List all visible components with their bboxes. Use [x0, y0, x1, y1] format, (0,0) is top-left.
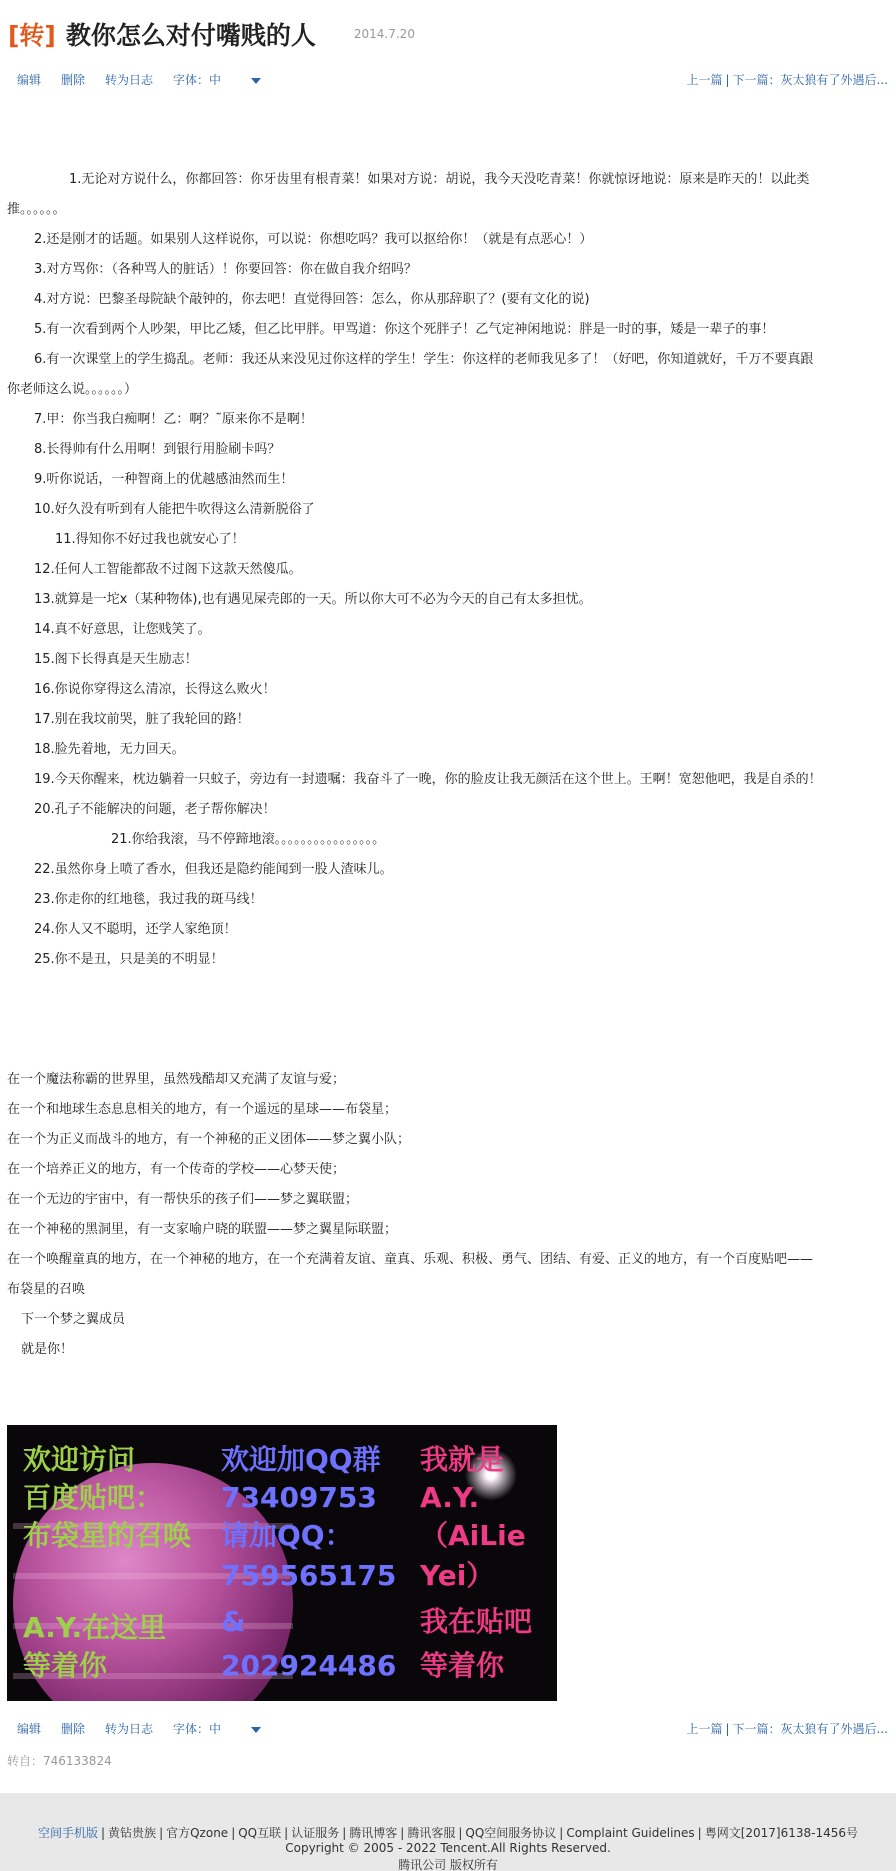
font-size-label: 字体：中	[173, 1722, 222, 1736]
font-size-label: 字体：中	[173, 73, 222, 87]
body-line: 2.还是刚才的话题。如果别人这样说你，可以说：你想吃吗？我可以抠给你！（就是有点恶心！）	[34, 232, 593, 247]
footer-link-qzone[interactable]: 官方Qzone	[166, 1826, 229, 1840]
edit-button[interactable]: 编辑	[17, 1722, 42, 1736]
body-line: 在一个和地球生态息息相关的地方，有一个遥远的星球——布袋星；	[7, 1102, 398, 1117]
banner-text: 布袋星的召唤	[23, 1519, 192, 1552]
footer-link-connect[interactable]: QQ互联	[238, 1826, 282, 1840]
footer-link-service[interactable]: 腾讯客服	[407, 1826, 456, 1840]
footer-link-blog[interactable]: 腾讯博客	[349, 1826, 398, 1840]
body-line: 在一个魔法称霸的世界里，虽然残酷却又充满了友谊与爱；	[7, 1072, 346, 1087]
body-line: 你老师这么说。。。。。。）	[7, 382, 138, 397]
body-line: 15.阁下长得真是天生励志！	[34, 652, 198, 667]
body-line: 在一个培养正义的地方，有一个传奇的学校——心梦天使；	[7, 1162, 346, 1177]
body-line: 24.你人又不聪明，还学人家绝顶！	[34, 922, 237, 937]
body-line: 12.任何人工智能都敌不过阁下这款天然傻瓜。	[34, 562, 302, 577]
body-line: 下一个梦之翼成员	[21, 1312, 126, 1327]
banner-text: 73409753	[221, 1481, 377, 1514]
body-line: 13.就算是一坨x（某种物体),也有遇见屎壳郎的一天。所以你大可不必为今天的自己有太多担忧。	[34, 592, 592, 607]
delete-button[interactable]: 删除	[61, 1722, 86, 1736]
body-line: 4.对方说：巴黎圣母院缺个敲钟的，你去吧！直觉得回答：怎么，你从那辞职了？(要有文化的说)	[34, 292, 590, 307]
body-line: 7.甲：你当我白痴啊！乙：啊？˜原来你不是啊！	[34, 412, 313, 427]
repost-tag: [转]	[8, 21, 56, 50]
banner-text: A.Y.在这里	[23, 1611, 167, 1644]
next-post-link[interactable]	[733, 1722, 888, 1736]
to-diary-button[interactable]: 转为日志	[105, 1722, 154, 1736]
promo-banner-image	[7, 1425, 557, 1701]
footer-links: 空间手机版 | 黄钻贵族 | 官方Qzone | QQ互联 | 认证服务 | 腾讯博客 | 腾讯客服 | QQ空间服务协议 | Complaint Guidelines | 粤网文[2017]6138-1456号	[37, 1826, 859, 1840]
post-title: 教你怎么对付嘴贱的人	[65, 21, 316, 50]
next-post-prefix: 下一篇：	[732, 73, 781, 87]
body-line: 17.别在我坟前哭，脏了我轮回的路！	[34, 712, 250, 727]
site-footer	[0, 1793, 896, 1871]
body-line: 6.有一次课堂上的学生捣乱。老师：我还从来没见过你这样的学生！学生：你这样的老师我见多了！（好吧，你知道就好，千万不要真跟	[34, 352, 814, 367]
body-line: 21.你给我滚，马不停蹄地滚。。。。。。。。。。。。。。。。	[111, 832, 386, 847]
body-line: 在一个为正义而战斗的地方，有一个神秘的正义团体——梦之翼小队；	[7, 1132, 411, 1147]
edit-button[interactable]: 编辑	[17, 73, 42, 87]
body-line: 8.长得帅有什么用啊！到银行用脸刷卡吗？	[34, 442, 281, 457]
body-line: 10.好久没有听到有人能把牛吹得这么清新脱俗了	[34, 502, 315, 517]
body-line: 推。。。。。。	[7, 202, 66, 217]
footer-owner: 腾讯公司 版权所有	[398, 1858, 498, 1871]
banner-text: A.Y.	[420, 1481, 480, 1514]
footer-link-mobile[interactable]: 空间手机版	[37, 1826, 98, 1840]
banner-text: 欢迎访问	[23, 1443, 136, 1476]
next-post-title: 灰太狼有了外遇后...	[780, 1722, 888, 1736]
body-line: 3.对方骂你：（各种骂人的脏话）！你要回答：你在做自我介绍吗？	[34, 262, 417, 277]
body-line: 14.真不好意思，让您贱笑了。	[34, 622, 211, 637]
post-header	[8, 14, 415, 54]
body-line: 19.今天你醒来，枕边躺着一只蚊子，旁边有一封遗嘱：我奋斗了一晚，你的脸皮让我无颜活在这个世上。王啊！宽恕他吧，我是自杀的！	[34, 772, 822, 787]
body-line: 5.有一次看到两个人吵架，甲比乙矮，但乙比甲胖。甲骂道：你这个死胖子！乙气定神闲地说：胖是一时的事，矮是一辈子的事！	[34, 322, 775, 337]
body-line: 25.你不是丑，只是美的不明显！	[34, 952, 224, 967]
body-line: 9.听你说话，一种智商上的优越感油然而生！	[34, 472, 294, 487]
banner-text: 欢迎加QQ群	[221, 1443, 381, 1476]
banner-text: 等着你	[23, 1649, 108, 1682]
banner-text: 我在贴吧	[420, 1605, 533, 1638]
banner-text: 202924486	[221, 1649, 397, 1682]
body-line: 1.无论对方说什么，你都回答：你牙齿里有根青菜！如果对方说：胡说，我今天没吃青菜！你就惊讶地说：原来是昨天的！以此类	[69, 172, 810, 187]
post-toolbar-top	[0, 69, 896, 89]
repost-source: 转自：746133824	[7, 1754, 112, 1768]
body-line: 在一个无边的宇宙中，有一帮快乐的孩子们——梦之翼联盟；	[7, 1192, 359, 1207]
body-line: 在一个神秘的黑洞里，有一支家喻户晓的联盟——梦之翼星际联盟；	[7, 1222, 398, 1237]
next-post-prefix: 下一篇：	[732, 1722, 781, 1736]
banner-text: 等着你	[420, 1649, 505, 1682]
footer-link-complaint[interactable]: Complaint Guidelines	[566, 1826, 695, 1840]
footer-license[interactable]: 粤网文[2017]6138-1456号	[704, 1826, 859, 1840]
body-line: 布袋星的召唤	[7, 1282, 86, 1297]
body-line: 22.虽然你身上喷了香水，但我还是隐约能闻到一股人渣味儿。	[34, 862, 393, 877]
delete-button[interactable]: 删除	[61, 73, 86, 87]
body-line: 11.得知你不好过我也就安心了！	[55, 532, 245, 547]
body-line: 就是你！	[21, 1342, 74, 1357]
separator: |	[725, 1722, 730, 1736]
post-date: 2014.7.20	[353, 27, 415, 41]
body-line: 20.孔子不能解决的问题，老子帮你解决！	[34, 802, 276, 817]
prev-post-link[interactable]: 上一篇	[686, 1722, 723, 1736]
next-post-title: 灰太狼有了外遇后...	[780, 73, 888, 87]
body-line: 16.你说你穿得这么清凉，长得这么败火！	[34, 682, 276, 697]
separator: |	[725, 73, 730, 87]
font-size-dropdown[interactable]	[173, 71, 261, 88]
next-post-link[interactable]	[733, 73, 888, 87]
footer-link-auth[interactable]: 认证服务	[291, 1826, 340, 1840]
banner-text: 百度贴吧：	[23, 1481, 164, 1514]
banner-text: &	[221, 1605, 246, 1638]
chevron-down-icon	[251, 78, 261, 84]
to-diary-button[interactable]: 转为日志	[105, 73, 154, 87]
chevron-down-icon	[251, 1727, 261, 1733]
banner-text: （AiLie	[420, 1519, 526, 1552]
body-line: 18.脸先着地，无力回天。	[34, 742, 185, 757]
footer-copyright: Copyright © 2005 - 2022 Tencent.All Rights Reserved.	[285, 1841, 611, 1855]
font-size-dropdown[interactable]	[173, 1720, 261, 1737]
banner-text: 请加QQ：	[221, 1519, 353, 1552]
banner-text: 759565175	[221, 1559, 397, 1592]
footer-link-agreement[interactable]: QQ空间服务协议	[465, 1826, 557, 1840]
body-line: 23.你走你的红地毯，我过我的斑马线！	[34, 892, 263, 907]
banner-text: 我就是	[420, 1443, 505, 1476]
body-line: 在一个唤醒童真的地方，在一个神秘的地方，在一个充满着友谊、童真、乐观、积极、勇气、团结、有爱、正义的地方，有一个百度贴吧——	[7, 1252, 814, 1267]
prev-post-link[interactable]: 上一篇	[686, 73, 723, 87]
banner-text: Yei）	[420, 1559, 495, 1592]
post-toolbar-bottom	[0, 1718, 896, 1738]
footer-link-vip[interactable]: 黄钻贵族	[108, 1826, 157, 1840]
